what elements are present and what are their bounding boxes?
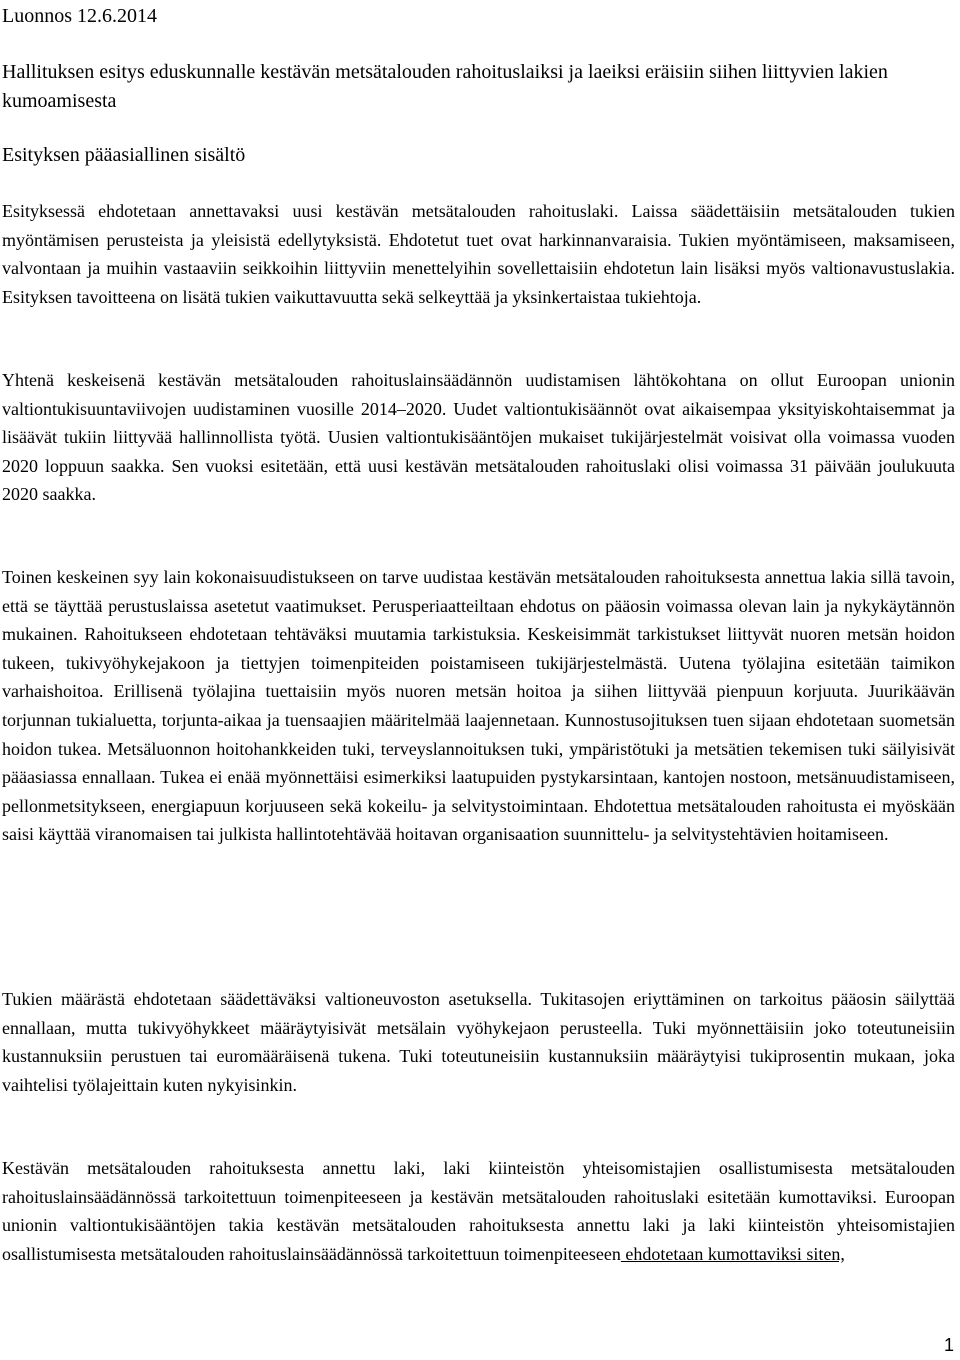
page-number: 1 (943, 1335, 954, 1355)
repealed-laws-underlined-text: ehdotetaan kumottaviksi siten, (620, 1243, 845, 1264)
paragraph-eu-state-aid: Yhtenä keskeisenä kestävän metsätalouden rahoituslainsäädännön uudistamisen lähtökohtana on ollut Euroopan unionin valtiontukisuuntaviivojen uudistaminen vuosille 2014–2020. Uudet valtiontukisäännöt ovat aikaisempaa yksityiskohtaisemmat ja lisäävät tukiin liittyvää hallinnollista työtä. Uusien valtiontukisääntöjen mukaiset tukijärjestelmät voisivat olla voimassa vuoden 2020 loppuun saakka. Sen vuoksi esitetään, että uusi kestävän metsätalouden rahoituslaki olisi voimassa 31 päivään joulukuuta 2020 saakka. (2, 370, 955, 505)
paragraph-aid-amounts: Tukien määrästä ehdotetaan säädettäväksi valtioneuvoston asetuksella. Tukitasojen eriyttäminen on tarkoitus pääosin säilyttää ennallaan, mutta tukivyöhykkeet määräytyisivät metsälain vyöhykejaon perusteella. Tuki myönnettäisiin joko toteutuneisiin kustannuksiin perustuen tai euromääräisenä tukena. Tuki toteutuneisiin kustannuksiin määräytyisi tukiprosentin mukaan, joka vaihtelisi työlajeittain kuten nykyisinkin. (2, 989, 955, 1095)
repealed-laws-text: Kestävän metsätalouden rahoituksesta annettu laki, laki kiinteistön yhteisomistajien osallistumisesta metsätalouden rahoituslainsäädännössä tarkoitettuun toimenpiteeseen ja kestävän metsätalouden rahoituslaki esitetään kumottaviksi. Euroopan unionin valtiontukisääntöjen takia kestävän metsätalouden rahoituksesta annettu laki ja laki kiinteistön yhteisomistajien osallistumisesta metsätalouden rahoituslainsäädännössä tarkoitettuun toimenpiteeseen (2, 1158, 955, 1264)
paragraph-repealed-laws (2, 1154, 955, 1268)
paragraph-main-content: Esityksessä ehdotetaan annettavaksi uusi kestävän metsätalouden rahoituslaki. Laissa säädettäisiin metsätalouden tukien myöntämisen perusteista ja yleisistä edellytyksistä. Ehdotetut tuet ovat harkinnanvaraisia. Tukien myöntämiseen, maksamiseen, valvontaan ja muihin vastaaviin seikkoihin liittyviin menettelyihin sovellettaisiin ehdotetun lain lisäksi myös valtionavustuslakia. Esityksen tavoitteena on lisätä tukien vaikuttavuutta sekä selkeyttää ja yksinkertaistaa tukiehtoja. (2, 201, 955, 307)
paragraph-reform-reasons: Toinen keskeinen syy lain kokonaisuudistukseen on tarve uudistaa kestävän metsätalouden rahoituksesta annettua lakia sillä tavoin, että se täyttää perustuslaissa asetetut vaatimukset. Perusperiaatteiltaan ehdotus on pääosin voimassa olevan lain ja nykykäytännön mukainen. Rahoitukseen ehdotetaan tehtäväksi muutamia tarkistuksia. Keskeisimmät tarkistukset liittyvät nuoren metsän hoidon tukeen, tukivyöhykejakoon ja tiettyjen toimenpiteiden poistamiseen tukijärjestelmästä. Uutena työlajina esitetään taimikon varhaishoitoa. Erillisenä työlajina tuettaisiin myös nuoren metsän hoitoa ja siihen liittyvää pienpuun korjuuta. Juurikäävän torjunnan tukialuetta, torjunta-aikaa ja tuensaajien määritelmää laajennetaan. Kunnostusojituksen tuen sijaan ehdotetaan suometsän hoidon tukea. Metsäluonnon hoitohankkeiden tuki, terveyslannoituksen tuki, ympäristötuki ja metsätien tekemisen tuki säilyisivät pääasiassa ennallaan. Tukea ei enää myönnettäisi esimerkiksi laatupuiden pystykarsintaan, kantojen nostoon, metsänuudistamiseen, pellonmetsitykseen, energiapuun korjuuseen sekä kokeilu- ja selvitystoimintaan. Ehdotettua metsätalouden rahoitusta ei myöskään saisi käyttää viranomaisen tai julkista hallintotehtävää hoitavan organisaation suunnittelu- ja selvitystehtävien hoitamiseen. (2, 567, 955, 845)
draft-date-label: Luonnos 12.6.2014 (2, 5, 157, 27)
document-title: Hallituksen esitys eduskunnalle kestävän metsätalouden rahoituslaiksi ja laeiksi eräisiin siihen liittyvien lakien kumoamisesta (2, 61, 888, 112)
section-heading: Esityksen pääasiallinen sisältö (2, 144, 246, 166)
